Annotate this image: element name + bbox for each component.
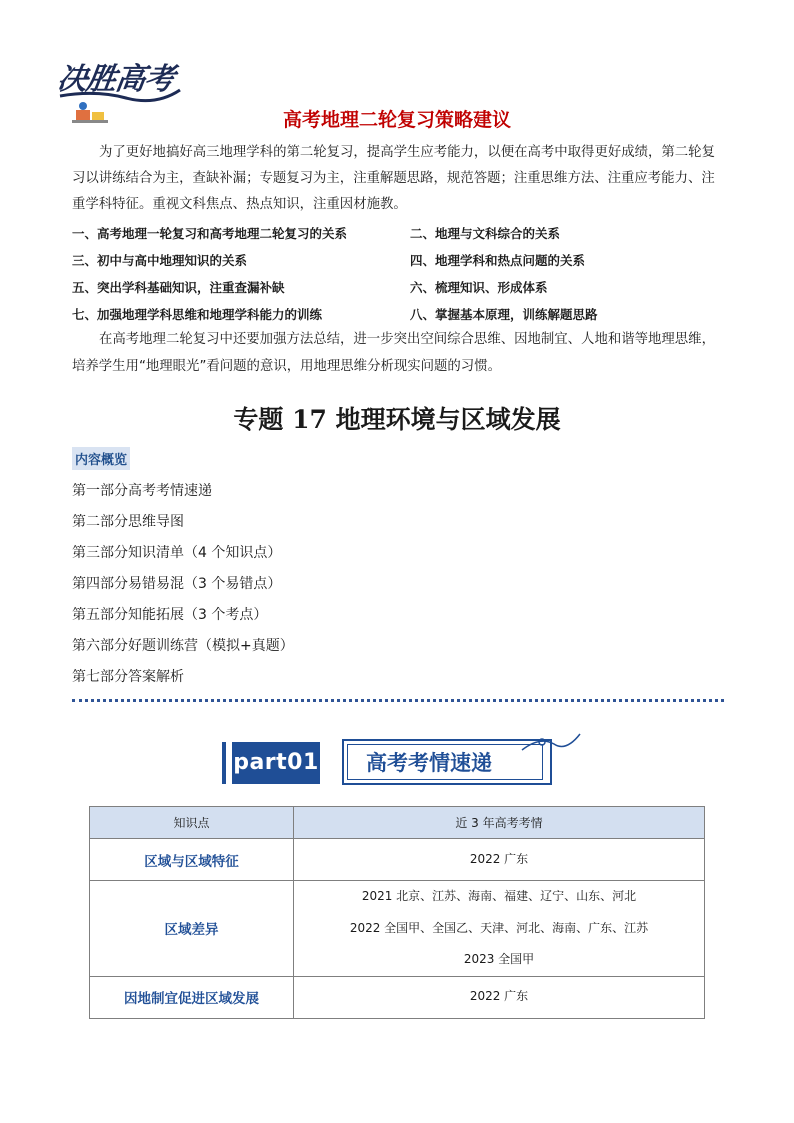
strategy-item: 八、掌握基本原理，训练解题思路 xyxy=(410,306,598,322)
intro-paragraph: 为了更好地搞好高三地理学科的第二轮复习，提高学生应考能力，以便在高考中取得更好成绩，第二轮复习以讲练结合为主，查缺补漏；专题复习为主，注重解题思路，规范答题；注重思维方法、注重应考能力、注重学科特征。重视文科焦点、热点知识，注重因材施教。 xyxy=(72,145,715,212)
main-title: 高考地理二轮复习策略建议 xyxy=(282,109,511,131)
tag-decoration-icon xyxy=(520,728,582,758)
topic-title: 专题 17 地理环境与区域发展 xyxy=(233,405,561,434)
strategy-item: 四、地理学科和热点问题的关系 xyxy=(410,252,586,268)
year-line: 2021 北京、江苏、海南、福建、辽宁、山东、河北 xyxy=(361,889,637,903)
part-badge-accent xyxy=(222,742,232,784)
strategy-row xyxy=(72,219,732,246)
strategy-list xyxy=(72,219,732,327)
table-cell-years xyxy=(294,839,705,881)
year-line: 2023 全国甲 xyxy=(463,952,535,966)
table-row xyxy=(90,976,705,1018)
year-line: 2022 广东 xyxy=(469,851,529,866)
strategy-row xyxy=(72,273,732,300)
table-cell-topic: 区域差异 xyxy=(90,881,294,977)
overview-item: 第二部分思维导图 xyxy=(72,514,184,530)
year-line: 2022 全国甲、全国乙、天津、河北、海南、广东、江苏 xyxy=(349,920,649,935)
table-cell-topic: 因地制宜促进区域发展 xyxy=(90,976,294,1018)
strategy-item: 五、突出学科基础知识，注重查漏补缺 xyxy=(72,279,285,295)
overview-item: 第四部分易错易混（3 个易错点） xyxy=(72,576,282,592)
strategy-item: 七、加强地理学科思维和地理学科能力的训练 xyxy=(72,306,323,322)
strategy-item: 三、初中与高中地理知识的关系 xyxy=(72,252,248,268)
strategy-row xyxy=(72,246,732,273)
year-line: 2022 广东 xyxy=(469,989,529,1004)
part-badge: part01 xyxy=(232,742,320,784)
strategy-item: 二、地理与文科综合的关系 xyxy=(410,225,561,241)
table-header: 近 3 年高考考情 xyxy=(294,807,705,839)
overview-item: 第三部分知识清单（4 个知识点） xyxy=(72,545,282,561)
exam-trend-table xyxy=(89,806,705,1019)
table-cell-years xyxy=(294,976,705,1018)
table-cell-topic: 区域与区域特征 xyxy=(90,839,294,881)
overview-item: 第六部分好题训练营（模拟+真题） xyxy=(72,638,294,654)
table-row xyxy=(90,881,705,977)
strategy-item: 一、高考地理一轮复习和高考地理二轮复习的关系 xyxy=(72,225,348,241)
overview-list xyxy=(72,476,294,693)
table-cell-years xyxy=(294,881,705,977)
strategy-row xyxy=(72,300,732,327)
method-paragraph: 在高考地理二轮复习中还要加强方法总结，进一步突出空间综合思维、因地制宜、人地和谐等地理思维，培养学生用“地理眼光”看问题的意识，用地理思维分析现实问题的习惯。 xyxy=(72,332,715,374)
overview-item: 第五部分知能拓展（3 个考点） xyxy=(72,607,268,623)
table-header: 知识点 xyxy=(90,807,294,839)
overview-label: 内容概览 xyxy=(72,447,130,470)
table-header-row xyxy=(90,807,705,839)
overview-item: 第一部分高考考情速递 xyxy=(72,483,212,499)
part-label: 高考考情速递 xyxy=(366,751,492,775)
dotted-divider xyxy=(72,699,724,702)
strategy-item: 六、梳理知识、形成体系 xyxy=(410,279,548,295)
table-row xyxy=(90,839,705,881)
overview-item: 第七部分答案解析 xyxy=(72,669,184,685)
logo-text: 决胜高考 xyxy=(55,62,176,97)
